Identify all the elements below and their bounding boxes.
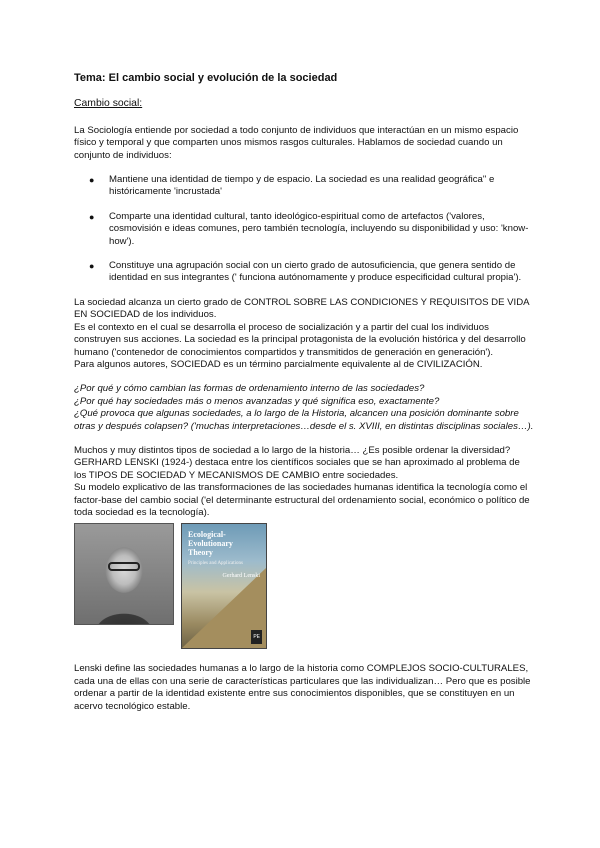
- lenski-portrait: [74, 523, 174, 625]
- bullet-list: [74, 174, 534, 285]
- list-item: [74, 211, 534, 248]
- bullet-icon: ●: [89, 261, 95, 272]
- list-item: [74, 174, 534, 199]
- question-1: ¿Por qué y cómo cambian las formas de ordenamiento interno de las sociedades?: [74, 383, 425, 395]
- section-heading: Cambio social:: [74, 98, 143, 110]
- bullet-text: Comparte una identidad cultural, tanto ideológico-espiritual como de artefactos ('valores, cosmovisión e ideas comunes, pero también tecnología, incluyendo su disponibilidad y uso: 'know-how').: [109, 210, 529, 247]
- bullet-icon: ●: [89, 175, 95, 186]
- paragraph-context: Es el contexto en el cual se desarrolla el proceso de socialización y a partir del cual los individuos construyen sus acciones. La sociedad es la principal protagonista de la evolución histórica y del desarrollo humano ('contenedor de conocimientos compartidos y transmitidos de generación en generación').: [74, 321, 526, 358]
- book-cover: [181, 523, 267, 649]
- image-row: [74, 523, 534, 649]
- bullet-icon: ●: [89, 211, 95, 222]
- glasses-icon: [108, 562, 140, 571]
- book-cover-author: Gerhard Lenski: [222, 573, 260, 580]
- book-cover-title: Ecological-Evolutionary Theory: [188, 530, 233, 558]
- bullet-text: Constituye una agrupación social con un cierto grado de autosuficiencia, que genera sentido de identidad en sus integrantes (' funciona autónomamente y produce especificidad cultural propia').: [109, 260, 522, 284]
- list-item: [74, 260, 534, 285]
- paragraph-control: La sociedad alcanza un cierto grado de CONTROL SOBRE LAS CONDICIONES Y REQUISITOS DE VIDA EN SOCIEDAD de los individuos.: [74, 296, 529, 321]
- question-2: ¿Por qué hay sociedades más o menos avanzadas y qué significa eso, exactamente?: [74, 395, 440, 407]
- paragraph-complexes: Lenski define las sociedades humanas a lo largo de la historia como COMPLEJOS SOCIO-CULTURALES, cada una de ellas con una serie de características particulares que las individualizan… Pero que es posible ordenar a partir de la identidad existente entre sus conocimientos disponibles, que se constituyen en un acervo tecnológico estable.: [74, 663, 531, 712]
- document-page: [74, 72, 534, 713]
- paragraph-civilization: Para algunos autores, SOCIEDAD es un término parcialmente equivalente al de CIVILIZACIÓN.: [74, 358, 483, 370]
- paragraph-diversity: Muchos y muy distintos tipos de sociedad a lo largo de la historia… ¿Es posible ordenar la diversidad?: [74, 444, 511, 456]
- paragraph-model: Su modelo explicativo de las transformaciones de las sociedades humanas identifica la tecnología como el factor-base del cambio social ('el determinante estructural del ordenamiento social, económico o político de toda sociedad es la tecnología).: [74, 482, 530, 518]
- question-3: ¿Qué provoca que algunas sociedades, a lo largo de la Historia, alcancen una posición dominante sobre otras y después colapsen? ('muchas interpretaciones…desde el s. XVIII, en distintas disciplinas sociales…).: [74, 408, 534, 432]
- document-title: Tema: El cambio social y evolución de la sociedad: [74, 72, 338, 84]
- book-cover-subtitle: Principles and Applications: [188, 561, 243, 567]
- intro-paragraph: La Sociología entiende por sociedad a todo conjunto de individuos que interactúan en un mismo espacio físico y temporal y que comparten unos mismos rasgos culturales. Hablamos de sociedad cuando un conjunto de individuos:: [74, 124, 519, 161]
- publisher-logo: PE: [251, 630, 262, 644]
- bullet-text: Mantiene una identidad de tiempo y de espacio. La sociedad es una realidad geográfica" e históricamente 'incrustada': [109, 174, 495, 198]
- paragraph-lenski: GERHARD LENSKI (1924-) destaca entre los científicos sociales que se han aproximado al problema de los TIPOS DE SOCIEDAD Y MECANISMOS DE CAMBIO entre sociedades.: [74, 457, 520, 481]
